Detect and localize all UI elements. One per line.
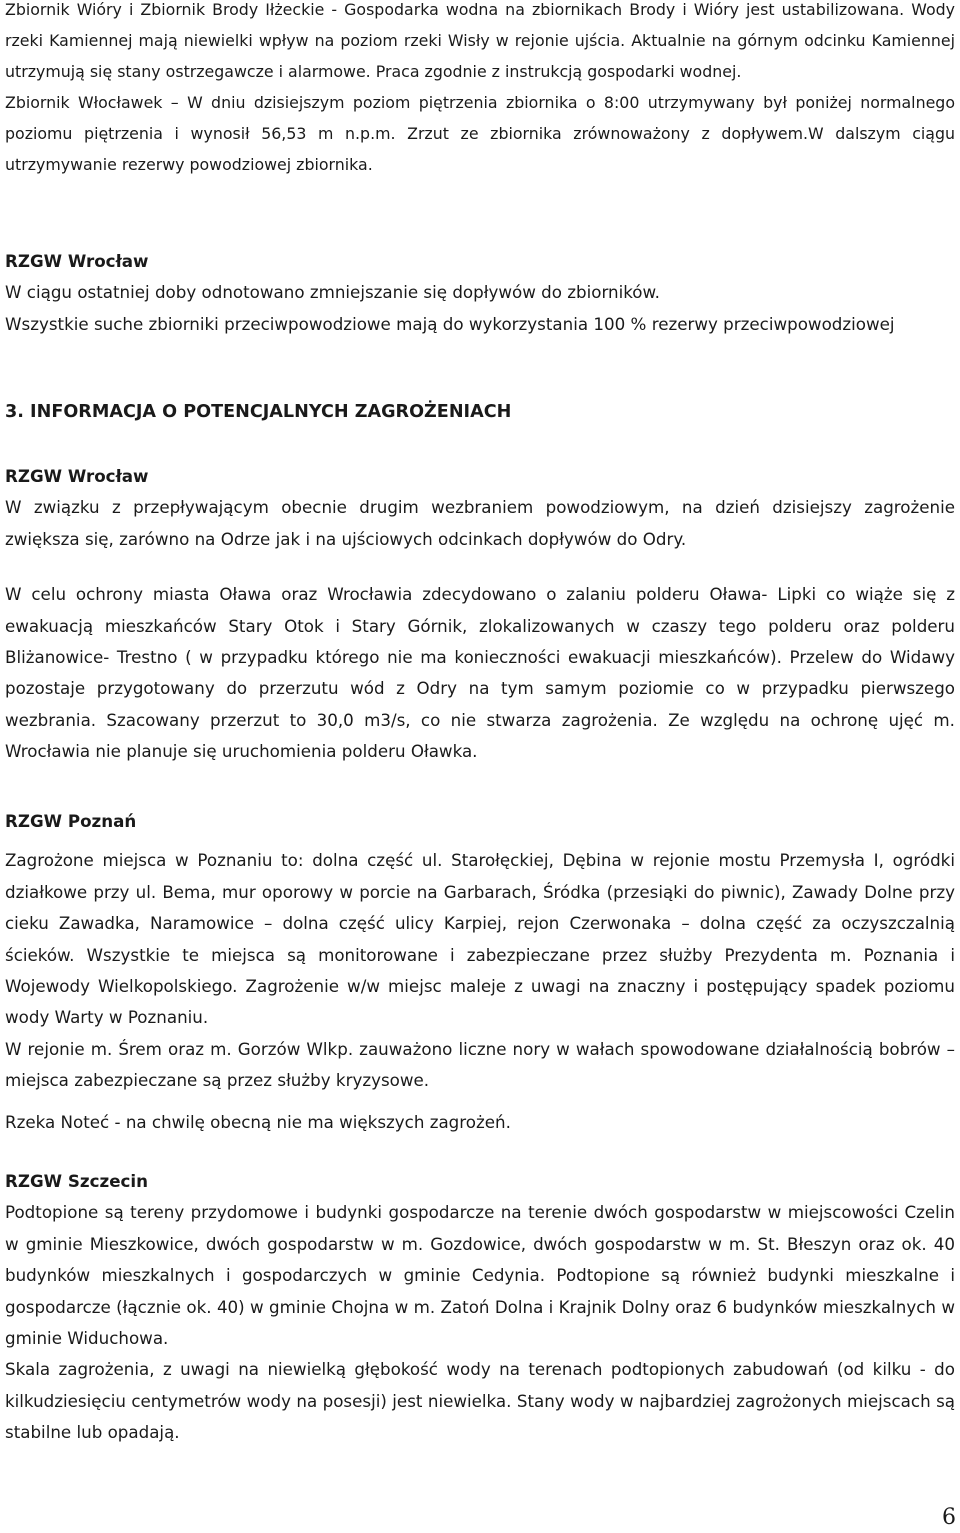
paragraph-suche-zbiorniki: Wszystkie suche zbiorniki przeciwpowodziowe mają do wykorzystania 100 % rezerwy przeciwpowodziowej — [5, 313, 895, 334]
paragraph-podtopione: Podtopione są tereny przydomowe i budynki gospodarcze na terenie dwóch gospodarstw w miejscowości Czelin w gminie Mieszkowice, dwóch gospodarstw w m. Gozdowice, dwóch gospodarstw w m. St. Błeszyn oraz ok. 40 budynków mieszkalnych i gospodarczych w gminie Cedynia. Podtopione są również budynki mieszkalne i gospodarcze (łącznie ok. 40) w gminie Chojna w m. Zatoń Dolna i Krajnik Dolny oraz 6 budynków mieszkalnych w gminie Widuchowa. — [5, 1202, 955, 1349]
section-rzgw-szczecin — [5, 1166, 955, 1449]
section-3 — [5, 397, 955, 428]
page-number: 6 — [942, 1505, 956, 1530]
paragraph-zagrozone-miejsca: Zagrożone miejsca w Poznaniu to: dolna część ul. Starołęckiej, Dębina w rejonie mostu Przemysła I, ogródki działkowe przy ul. Bema, mur oporowy w porcie na Garbarach, Śródka (przesiąki do piwnic), Zawady Dolne przy cieku Zawadka, Naramowice – dolna część ulicy Karpiej, rejon Czerwonaka – dolna część za oczyszczalnią ścieków. Wszystkie te miejsca są monitorowane i zabezpieczane przez służby Prezydenta m. Poznania i Wojewody Wielkopolskiego. Zagrożenie w/w miejsc maleje z uwagi na znaczny i postępujący spadek poziomu wody Warty w Poznaniu. — [5, 850, 955, 1028]
section-3-heading: 3. INFORMACJA O POTENCJALNYCH ZAGROŻENIACH — [5, 402, 512, 422]
paragraph-polder-olawa: W celu ochrony miasta Oława oraz Wrocławia zdecydowano o zalaniu polderu Oława- Lipki co wiąże się z ewakuacją mieszkańców Stary Otok i Stary Górnik, zlokalizowanych w czaszy tego polderu oraz polderu Bliżanowice- Trestno ( w przypadku którego nie ma konieczności ewakuacji mieszkańców). Przelew do Widawy pozostaje przygotowany do przerzutu wód z Odry na tym samym poziomie co w przypadku pierwszego wezbrania. Szacowany przerzut to 30,0 m3/s, co nie stwarza zagrożenia. Ze względu na ochronę ujęć m. Wrocławia nie planuje się uruchomienia polderu Oławka. — [5, 584, 955, 762]
paragraph-doplywy: W ciągu ostatniej doby odnotowano zmniejszanie się dopływów do zbiorników. — [5, 282, 660, 303]
paragraph-skala-zagrozenia: Skala zagrożenia, z uwagi na niewielką głębokość wody na terenach podtopionych zabudowań (od kilku - do kilkudziesięciu centymetrów wody na posesji) jest niewielka. Stany wody w najbardziej zagrożonych miejscach są stabilne lub opadają. — [5, 1359, 955, 1443]
block-top — [5, 0, 955, 180]
section-rzgw-poznan — [5, 806, 955, 1138]
heading-rzgw-wroclaw-2: RZGW Wrocław — [5, 466, 149, 486]
paragraph-notec: Rzeka Noteć - na chwilę obecną nie ma większych zagrożeń. — [5, 1111, 511, 1132]
section-rzgw-wroclaw-1 — [5, 246, 955, 340]
paragraph-nory-bobrow: W rejonie m. Śrem oraz m. Gorzów Wlkp. zauważono liczne nory w wałach spowodowane działalnością bobrów – miejsca zabezpieczane są przez służby kryzysowe. — [5, 1038, 955, 1091]
heading-rzgw-poznan: RZGW Poznań — [5, 811, 137, 831]
heading-rzgw-szczecin: RZGW Szczecin — [5, 1171, 149, 1191]
heading-rzgw-wroclaw: RZGW Wrocław — [5, 251, 149, 271]
paragraph-wezbranie: W związku z przepływającym obecnie drugim wezbraniem powodziowym, na dzień dzisiejszy zagrożenie zwiększa się, zarówno na Odrze jak i na ujściowych odcinkach dopływów do Odry. — [5, 497, 955, 549]
paragraph-zbiornik-wiory: Zbiornik Wióry i Zbiornik Brody Iłżeckie - Gospodarka wodna na zbiornikach Brody i Wióry jest ustabilizowana. Wody rzeki Kamiennej mają niewielki wpływ na poziom rzeki Wisły w rejonie ujścia. Aktualnie na górnym odcinku Kamiennej utrzymują się stany ostrzegawcze i alarmowe. Praca zgodnie z instrukcją gospodarki wodnej. — [5, 0, 955, 81]
paragraph-zbiornik-wloclawek: Zbiornik Włocławek – W dniu dzisiejszym poziom piętrzenia zbiornika o 8:00 utrzymywany był poniżej normalnego poziomu piętrzenia i wynosił 56,53 m n.p.m. Zrzut ze zbiornika zrównoważony z dopływem.W dalszym ciągu utrzymywanie rezerwy powodziowej zbiornika. — [5, 93, 955, 174]
section-rzgw-wroclaw-2 — [5, 461, 955, 768]
